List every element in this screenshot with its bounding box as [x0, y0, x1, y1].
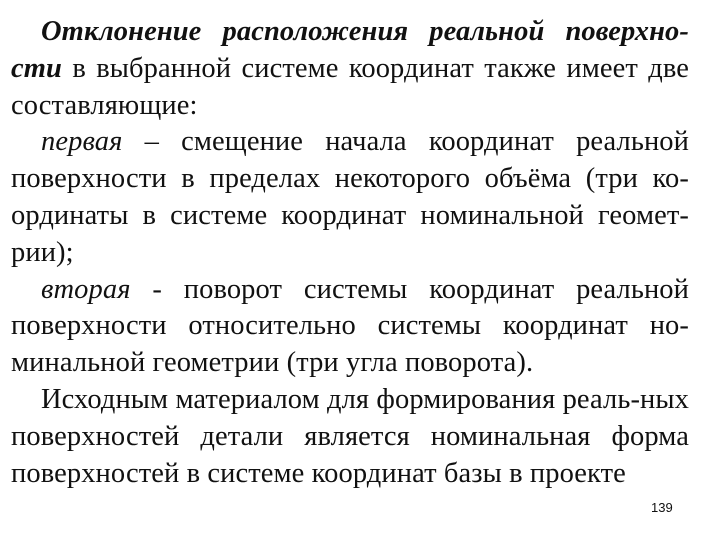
paragraph-source-material: [11, 382, 689, 492]
paragraph-source-text: Исходным материалом для формирования реаль-ных поверхностей детали является номинальная форма поверхностей в системе координат базы в проекте: [11, 383, 689, 489]
paragraph-first-text: – смещение начала координат реальной поверхности в пределах некоторого объёма (три ко-ординаты в системе координат номинальной геомет-рии);: [11, 126, 689, 268]
term-first: первая: [41, 126, 123, 158]
paragraph-definition: [11, 14, 689, 124]
term-second: вторая: [41, 273, 131, 305]
slide-body: [11, 14, 689, 492]
paragraph-second-component: [11, 272, 689, 382]
page-number: 139: [651, 500, 673, 515]
paragraph-second-text: - поворот системы координат реальной поверхности относительно системы координат но-минальной геометрии (три угла поворота).: [11, 273, 689, 379]
term-deviation: Отклонение расположения реальной поверхно-сти: [11, 16, 689, 84]
paragraph-definition-text: в выбранной системе координат также имеет две составляющие:: [11, 52, 689, 121]
paragraph-first-component: [11, 124, 689, 271]
